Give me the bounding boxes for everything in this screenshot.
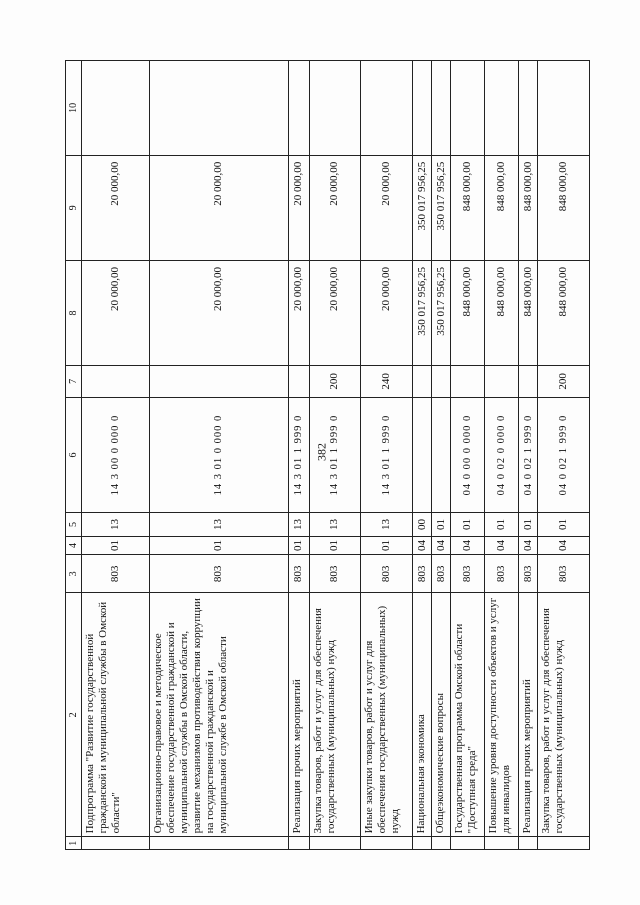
- cell-c10: [149, 61, 289, 156]
- cell-c6: 04 0 02 1 999 0: [538, 397, 590, 513]
- column-header: 6: [66, 397, 82, 513]
- cell-c3: 803: [309, 555, 361, 593]
- row-name-cell: Реализация прочих мероприятий: [518, 593, 537, 837]
- cell-c10: [518, 61, 537, 156]
- row-name-cell: Иные закупки товаров, работ и услуг для обеспечения государственных (муниципальных) нужд: [361, 593, 413, 837]
- cell-c4: 01: [309, 536, 361, 555]
- cell-c9: 848 000,00: [451, 155, 485, 260]
- cell-c4: 04: [432, 536, 451, 555]
- cell-c8: 848 000,00: [518, 260, 537, 365]
- cell-c5: 13: [309, 513, 361, 536]
- table-row: [451, 61, 485, 850]
- table-row: [289, 61, 309, 850]
- cell-c6: 14 3 01 1 999 0: [361, 397, 413, 513]
- cell-c5: 00: [413, 513, 432, 536]
- table-row: [518, 61, 537, 850]
- row-number-cell: [309, 837, 361, 850]
- table-row: [413, 61, 432, 850]
- row-name-cell: Общеэкономические вопросы: [432, 593, 451, 837]
- row-number-cell: [485, 837, 519, 850]
- cell-c9: 848 000,00: [538, 155, 590, 260]
- cell-c7: 200: [309, 366, 361, 398]
- cell-c10: [432, 61, 451, 156]
- row-number-cell: [518, 837, 537, 850]
- column-header: 9: [66, 155, 82, 260]
- column-header: 3: [66, 555, 82, 593]
- cell-c4: 04: [485, 536, 519, 555]
- column-header: 1: [66, 837, 82, 850]
- cell-c8: 350 017 956,25: [413, 260, 432, 365]
- row-number-cell: [361, 837, 413, 850]
- cell-c9: 20 000,00: [149, 155, 289, 260]
- cell-c7: [149, 366, 289, 398]
- cell-c10: [289, 61, 309, 156]
- row-name-cell: Закупка товаров, работ и услуг для обеспечения государственных (муниципальных) нужд: [309, 593, 361, 837]
- row-name-cell: Закупка товаров, работ и услуг для обеспечения государственных (муниципальных) нужд: [538, 593, 590, 837]
- column-header: 7: [66, 366, 82, 398]
- table-row: [309, 61, 361, 850]
- cell-c6: 14 3 01 0 000 0: [149, 397, 289, 513]
- cell-c10: [413, 61, 432, 156]
- cell-c9: 20 000,00: [361, 155, 413, 260]
- cell-c5: 13: [82, 513, 150, 536]
- cell-c4: 01: [289, 536, 309, 555]
- cell-c4: 04: [518, 536, 537, 555]
- row-number-cell: [82, 837, 150, 850]
- cell-c10: [309, 61, 361, 156]
- cell-c6: 04 0 00 0 000 0: [451, 397, 485, 513]
- cell-c7: [289, 366, 309, 398]
- cell-c5: 01: [518, 513, 537, 536]
- row-number-cell: [289, 837, 309, 850]
- cell-c5: 01: [538, 513, 590, 536]
- table-row: [361, 61, 413, 850]
- row-number-cell: [432, 837, 451, 850]
- cell-c4: 01: [361, 536, 413, 555]
- cell-c7: [518, 366, 537, 398]
- cell-c9: 848 000,00: [518, 155, 537, 260]
- cell-c10: [82, 61, 150, 156]
- page-number: 382: [314, 443, 329, 461]
- table-header-row: [66, 61, 82, 850]
- cell-c7: [413, 366, 432, 398]
- cell-c8: 20 000,00: [361, 260, 413, 365]
- cell-c9: 848 000,00: [485, 155, 519, 260]
- cell-c9: 20 000,00: [82, 155, 150, 260]
- cell-c5: 01: [485, 513, 519, 536]
- cell-c3: 803: [485, 555, 519, 593]
- table-row: [538, 61, 590, 850]
- cell-c8: 20 000,00: [289, 260, 309, 365]
- cell-c8: 848 000,00: [485, 260, 519, 365]
- cell-c9: 350 017 956,25: [413, 155, 432, 260]
- cell-c9: 350 017 956,25: [432, 155, 451, 260]
- cell-c3: 803: [361, 555, 413, 593]
- cell-c6: 14 3 00 0 000 0: [82, 397, 150, 513]
- cell-c4: 04: [538, 536, 590, 555]
- cell-c10: [538, 61, 590, 156]
- column-header: 2: [66, 593, 82, 837]
- cell-c8: 350 017 956,25: [432, 260, 451, 365]
- cell-c6: 14 3 01 1 999 0: [289, 397, 309, 513]
- cell-c5: 13: [361, 513, 413, 536]
- column-header: 8: [66, 260, 82, 365]
- column-header: 10: [66, 61, 82, 156]
- cell-c4: 04: [451, 536, 485, 555]
- cell-c10: [451, 61, 485, 156]
- cell-c7: 200: [538, 366, 590, 398]
- cell-c5: 01: [451, 513, 485, 536]
- cell-c6: [432, 397, 451, 513]
- cell-c3: 803: [82, 555, 150, 593]
- row-name-cell: Организационно-правовое и методическое обеспечение государственной гражданской и муниципальной службы в Омской области, развитие механизмов противодействия коррупции на государственной гражданской и муниципальной службе в Омской области: [149, 593, 289, 837]
- cell-c8: 20 000,00: [149, 260, 289, 365]
- cell-c3: 803: [413, 555, 432, 593]
- cell-c9: 20 000,00: [289, 155, 309, 260]
- cell-c3: 803: [432, 555, 451, 593]
- cell-c6: [413, 397, 432, 513]
- cell-c3: 803: [518, 555, 537, 593]
- cell-c6: 04 0 02 0 000 0: [485, 397, 519, 513]
- cell-c3: 803: [149, 555, 289, 593]
- cell-c10: [361, 61, 413, 156]
- cell-c7: [485, 366, 519, 398]
- table-row: [149, 61, 289, 850]
- table-row: [82, 61, 150, 850]
- cell-c7: 240: [361, 366, 413, 398]
- cell-c5: 13: [149, 513, 289, 536]
- cell-c6: 14 3 01 1 999 0: [309, 397, 361, 513]
- cell-c4: 04: [413, 536, 432, 555]
- cell-c5: 01: [432, 513, 451, 536]
- cell-c4: 01: [82, 536, 150, 555]
- row-name-cell: Национальная экономика: [413, 593, 432, 837]
- cell-c8: 848 000,00: [451, 260, 485, 365]
- rotated-table-container: [65, 60, 590, 850]
- row-number-cell: [538, 837, 590, 850]
- cell-c7: [432, 366, 451, 398]
- cell-c8: 20 000,00: [309, 260, 361, 365]
- row-number-cell: [451, 837, 485, 850]
- table-row: [485, 61, 519, 850]
- table-row: [432, 61, 451, 850]
- cell-c4: 01: [149, 536, 289, 555]
- row-name-cell: Повышение уровня доступности объектов и услуг для инвалидов: [485, 593, 519, 837]
- row-name-cell: Подпрограмма "Развитие государственной гражданской и муниципальной службы в Омской области": [82, 593, 150, 837]
- column-header: 5: [66, 513, 82, 536]
- column-header: 4: [66, 536, 82, 555]
- cell-c9: 20 000,00: [309, 155, 361, 260]
- row-number-cell: [149, 837, 289, 850]
- cell-c6: 04 0 02 1 999 0: [518, 397, 537, 513]
- budget-table: [65, 60, 590, 850]
- table-body: [82, 61, 590, 850]
- cell-c7: [451, 366, 485, 398]
- cell-c10: [485, 61, 519, 156]
- row-name-cell: Реализация прочих мероприятий: [289, 593, 309, 837]
- cell-c3: 803: [451, 555, 485, 593]
- cell-c7: [82, 366, 150, 398]
- cell-c8: 20 000,00: [82, 260, 150, 365]
- row-number-cell: [413, 837, 432, 850]
- cell-c5: 13: [289, 513, 309, 536]
- row-name-cell: Государственная программа Омской области "Доступная среда": [451, 593, 485, 837]
- cell-c3: 803: [289, 555, 309, 593]
- cell-c8: 848 000,00: [538, 260, 590, 365]
- cell-c3: 803: [538, 555, 590, 593]
